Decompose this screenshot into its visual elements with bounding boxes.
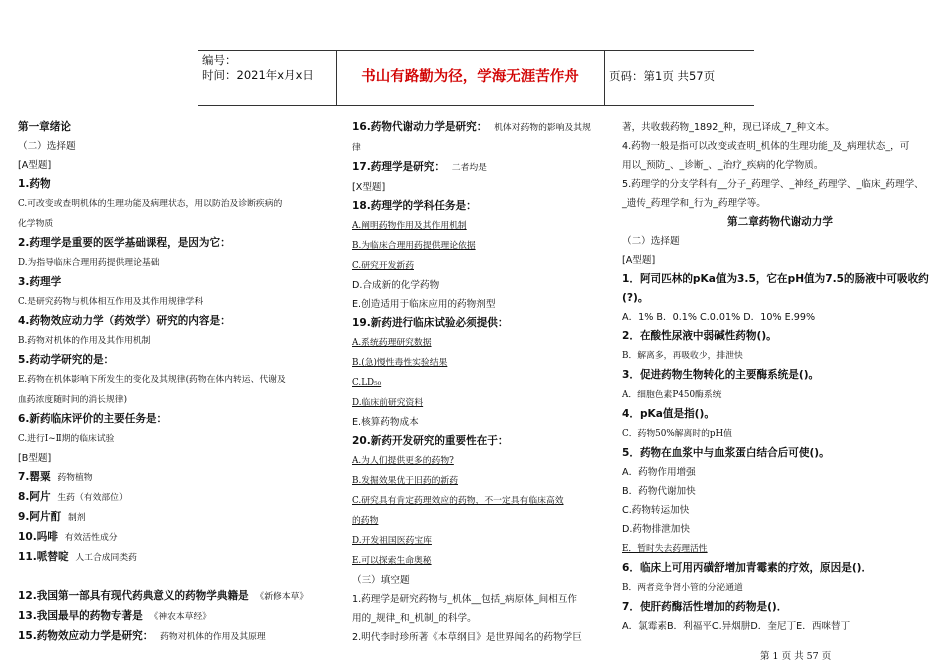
line-text: [A型题] [622, 255, 656, 266]
text-line [352, 551, 622, 571]
text-line [18, 273, 340, 292]
line-text: B.药物对机体的作用及其作用机制 [18, 336, 151, 346]
answer-text: 《新修本草》 [252, 592, 309, 602]
line-text: 11.哌替啶 [18, 551, 69, 563]
line-text: 4.药物一般是指可以改变或查明_机体的生理功能_及_病理状态_，可 [622, 141, 910, 152]
answer-text: 机体对药物的影响及其规 [491, 123, 591, 133]
line-text: E.可以探索生命奥秘 [352, 556, 432, 566]
text-line [18, 253, 340, 273]
line-text: C.研究开发新药 [352, 261, 414, 271]
text-line [352, 590, 622, 609]
line-text: 第二章药物代谢动力学 [727, 216, 833, 228]
text-line [352, 236, 622, 256]
text-line [622, 444, 938, 463]
document-number-label: 编号： [202, 53, 237, 67]
text-line [622, 559, 938, 578]
line-text: 律 [352, 143, 361, 153]
text-line [18, 508, 340, 528]
text-line [352, 471, 622, 491]
header-meta [202, 53, 314, 83]
line-text: A．1% B．0.1% C.0.01% D．10% E.99% [622, 312, 816, 323]
header-divider [604, 51, 605, 105]
line-text: 6．临床上可用丙磺舒增加青霉素的疗效，原因是()． [622, 562, 873, 574]
line-text: 9.阿片酊 [18, 511, 62, 523]
line-text: 6.新药临床评价的主要任务是： [18, 413, 168, 425]
line-text: （二）选择题 [622, 236, 680, 247]
line-text: [A型题] [18, 160, 52, 171]
text-line [18, 587, 340, 607]
line-text: [X型题] [352, 182, 386, 193]
line-text: 5.药动学研究的是： [18, 354, 115, 366]
text-line [352, 491, 622, 511]
chapter-heading [622, 213, 938, 232]
line-text: 7．使肝药酶活性增加的药物是()． [622, 601, 788, 613]
text-line [18, 607, 340, 627]
text-line [18, 156, 340, 175]
line-text: 19.新药进行临床试验必须提供： [352, 317, 509, 329]
text-line [622, 424, 938, 444]
line-text: 17.药理学是研究： [352, 161, 445, 173]
line-text: 2.明代李时珍所著《本草纲目》是世界闻名的药物学巨 [352, 632, 582, 643]
line-text: 第一章绪论 [18, 121, 71, 133]
text-line [622, 482, 938, 501]
text-line [622, 270, 938, 289]
text-line [352, 295, 622, 314]
line-text: C.可改变或查明机体的生理功能及病理状态，用以防治及诊断疾病的 [18, 199, 283, 209]
text-line [352, 197, 622, 216]
line-text: C.是研究药物与机体相互作用及其作用规律学科 [18, 297, 204, 307]
line-text: 著，共收载药物_1892_种，现已译成_7_种文本。 [622, 122, 835, 133]
answer-text: 生药（有效部位） [54, 493, 128, 503]
line-text: A.阐明药物作用及其作用机制 [352, 221, 467, 231]
line-text: 的药物 [352, 516, 379, 526]
line-text: A．氯霉素B．利福平C.异烟肼D．奎尼丁E．西咪替丁 [622, 621, 851, 632]
line-text: E.创造适用于临床应用的药物剂型 [352, 299, 496, 310]
line-text: E．暂时失去药理活性 [622, 544, 708, 554]
text-line [622, 366, 938, 385]
text-line [18, 410, 340, 429]
answer-text: 药物植物 [54, 473, 93, 483]
text-line [18, 370, 340, 390]
text-line [18, 312, 340, 331]
line-text: 4．pKa值是指()。 [622, 408, 715, 420]
text-line [18, 194, 340, 214]
text-line [18, 568, 340, 587]
line-text: B．药物代谢加快 [622, 486, 696, 497]
answer-text: 药物对机体的作用及其原理 [157, 632, 266, 642]
text-line [622, 156, 938, 175]
page-header [198, 50, 754, 106]
line-text: （二）选择题 [18, 141, 76, 152]
text-line [352, 256, 622, 276]
line-text: 4.药物效应动力学（药效学）研究的内容是： [18, 315, 231, 327]
text-line [622, 308, 938, 327]
text-line [352, 628, 622, 647]
answer-text: 《神农本草经》 [146, 612, 212, 622]
line-text: 10.吗啡 [18, 531, 58, 543]
line-text: 5．药物在血浆中与血浆蛋白结合后可使()。 [622, 447, 830, 459]
line-text: C.药物转运加快 [622, 505, 690, 516]
line-text: 20.新药开发研究的重要性在于： [352, 435, 509, 447]
text-line [622, 539, 938, 559]
line-text: 1.药物 [18, 178, 51, 190]
text-line [622, 346, 938, 366]
text-line [352, 353, 622, 373]
text-line [18, 429, 340, 449]
line-text: (?)。 [622, 292, 649, 304]
line-text: 12.我国第一部具有现代药典意义的药物学典籍是 [18, 590, 249, 602]
text-line [622, 598, 938, 617]
text-line [18, 468, 340, 488]
line-text: 5.药理学的分支学科有__分子_药理学、_神经_药理学、_临床_药理学、 [622, 179, 924, 190]
text-line [622, 520, 938, 539]
text-line [18, 528, 340, 548]
text-line [622, 232, 938, 251]
text-line [352, 571, 622, 590]
text-line [352, 333, 622, 353]
text-line [18, 234, 340, 253]
text-line [352, 158, 622, 178]
line-text: A.为人们提供更多的药物? [352, 456, 454, 466]
line-text: E.核算药物成本 [352, 417, 419, 428]
header-page-number: 页码：第1页 共57页 [609, 69, 716, 83]
line-text: A.系统药理研究数据 [352, 338, 432, 348]
text-line [622, 175, 938, 194]
text-line [622, 251, 938, 270]
text-line [18, 548, 340, 568]
line-text: B.发掘效果优于旧药的新药 [352, 476, 459, 486]
line-text: [B型题] [18, 453, 52, 464]
answer-text: 制剂 [65, 513, 86, 523]
header-motto: 书山有路勤为径，学海无涯苦作舟 [361, 68, 579, 85]
line-text: B．解离多，再吸收少，排泄快 [622, 351, 743, 361]
text-line [18, 118, 340, 137]
text-line [352, 178, 622, 197]
text-line [18, 351, 340, 370]
line-text: 化学物质 [18, 219, 54, 229]
text-line [352, 276, 622, 295]
line-text: 3.药理学 [18, 276, 62, 288]
text-line [352, 609, 622, 628]
line-text: D.合成新的化学药物 [352, 280, 440, 291]
text-line [622, 137, 938, 156]
text-line [622, 327, 938, 346]
text-line [352, 118, 622, 138]
text-line [18, 627, 340, 647]
line-text: C.LD₅₀ [352, 378, 382, 388]
answer-text: 有效活性成分 [61, 533, 118, 543]
text-line [622, 578, 938, 598]
line-text: 16.药物代谢动力学是研究： [352, 121, 488, 133]
column-right [622, 118, 938, 636]
line-text: A．细胞色素P450酶系统 [622, 390, 722, 400]
text-line [18, 331, 340, 351]
text-line [18, 214, 340, 234]
text-line [352, 511, 622, 531]
text-line [622, 194, 938, 213]
line-text: 血药浓度随时间的消长规律) [18, 395, 127, 405]
text-line [352, 393, 622, 413]
text-line [352, 531, 622, 551]
line-text: E.药物在机体影响下所发生的变化及其规律(药物在体内转运、代谢及 [18, 375, 286, 385]
text-line [352, 314, 622, 333]
text-line [18, 488, 340, 508]
text-line [352, 432, 622, 451]
text-line [352, 138, 622, 158]
text-line [352, 413, 622, 432]
line-text: 13.我国最早的药物专著是 [18, 610, 143, 622]
line-text: 用的_规律_和_机制_的科学。 [352, 613, 477, 624]
text-line [352, 373, 622, 393]
header-divider [336, 51, 337, 105]
line-text: B.(急)慢性毒性实验结果 [352, 358, 448, 368]
text-line [18, 449, 340, 468]
text-line [622, 118, 938, 137]
line-text: D.药物排泄加快 [622, 524, 690, 535]
answer-text: 二者均是 [448, 163, 487, 173]
column-left [18, 118, 340, 647]
text-line [622, 385, 938, 405]
answer-text: 人工合成同类药 [72, 553, 137, 563]
text-line [352, 216, 622, 236]
line-text: A．药物作用增强 [622, 467, 696, 478]
line-text: B.为临床合理用药提供理论依据 [352, 241, 476, 251]
line-text: C.进行Ⅰ~Ⅱ期的临床试验 [18, 434, 115, 444]
document-time: 时间：2021年x月x日 [202, 68, 314, 82]
line-text: 18.药理学的学科任务是： [352, 200, 477, 212]
line-text: 用以_预防_、_诊断_、_治疗_疾病的化学物质。 [622, 160, 824, 171]
text-line [18, 175, 340, 194]
line-text: D.临床前研究资料 [352, 398, 424, 408]
line-text: 2．在酸性尿液中弱碱性药物()。 [622, 330, 777, 342]
line-text: _遗传_药理学和_行为_药理学等。 [622, 198, 766, 209]
text-line [18, 292, 340, 312]
line-text: 1．阿司匹林的pKa值为3.5，它在pH值为7.5的肠液中可吸收约 [622, 273, 929, 285]
text-line [18, 390, 340, 410]
line-text: C．药物50%解离时的pH值 [622, 429, 732, 439]
line-text: C.研究具有肯定药理效应的药物，不一定具有临床高效 [352, 496, 564, 506]
line-text: 7.罂粟 [18, 471, 51, 483]
text-line [352, 451, 622, 471]
text-line [622, 405, 938, 424]
column-middle [352, 118, 622, 647]
text-line [622, 463, 938, 482]
line-text: 3．促进药物生物转化的主要酶系统是()。 [622, 369, 820, 381]
line-text: 2.药理学是重要的医学基础课程，是因为它： [18, 237, 231, 249]
line-text: 1.药理学是研究药物与_机体__包括_病原体_间相互作 [352, 594, 578, 605]
text-line [18, 137, 340, 156]
text-line [622, 501, 938, 520]
line-text: 15.药物效应动力学是研究： [18, 630, 154, 642]
text-line [622, 289, 938, 308]
text-line [622, 617, 938, 636]
line-text: B．两者竞争肾小管的分泌通道 [622, 583, 743, 593]
line-text: D.为指导临床合理用药提供理论基础 [18, 258, 160, 268]
line-text: D.开发祖国医药宝库 [352, 536, 432, 546]
line-text: （三）填空题 [352, 575, 410, 586]
line-text: 8.阿片 [18, 491, 51, 503]
page-footer: 第 1 页 共 57 页 [760, 651, 832, 662]
